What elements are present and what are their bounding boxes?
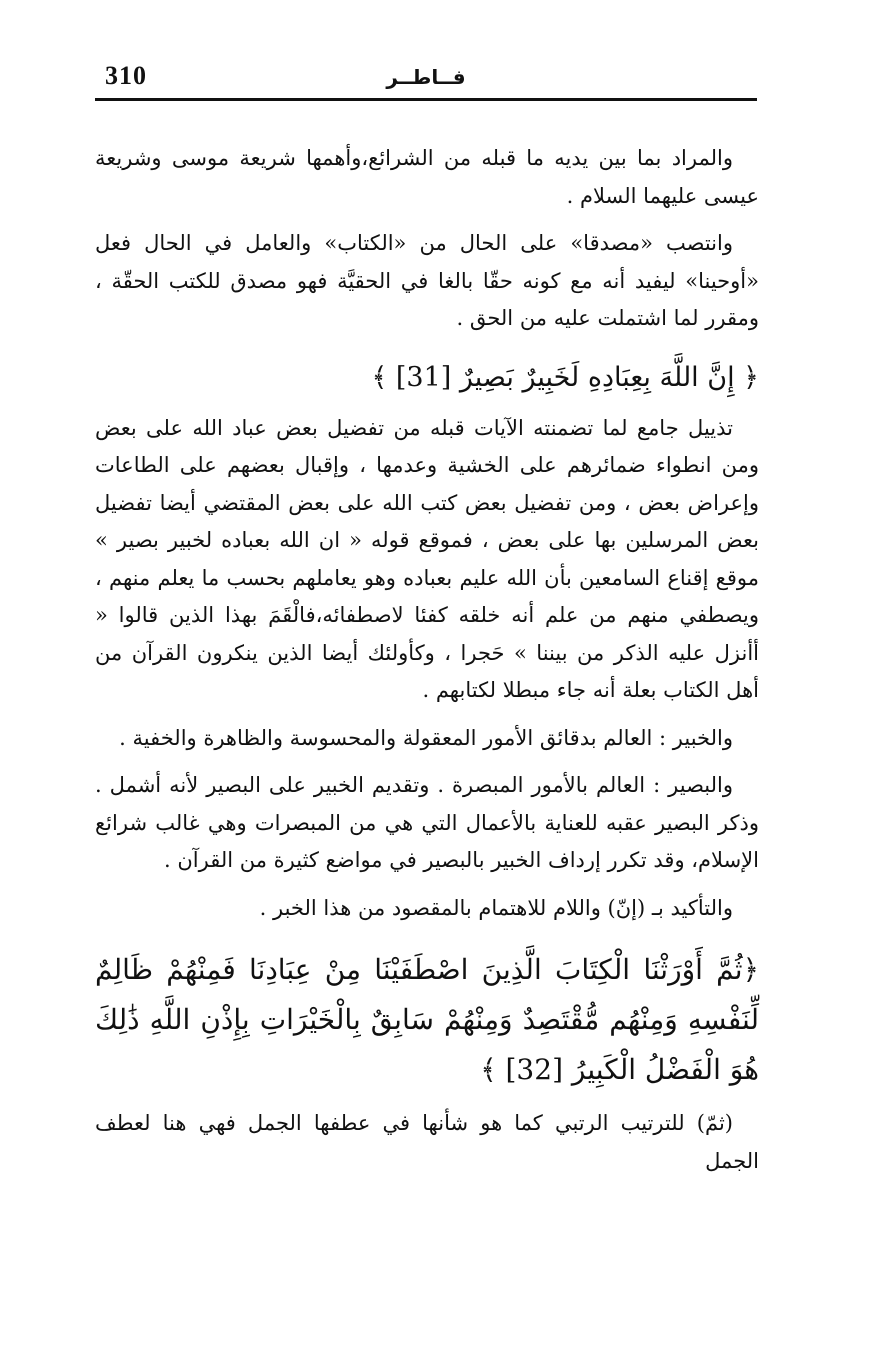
surah-title: فــاطــر (386, 65, 466, 89)
verse-32: ﴿ثُمَّ أَوْرَثْنَا الْكِتَابَ الَّذِينَ اصْطَفَيْنَا مِنْ عِبَادِنَا فَمِنْهُمْ ظَالِمٌ لِّنَفْسِهِ وَمِنْهُم مُّقْتَصِدٌ وَمِنْهُمْ سَابِقٌ بِالْخَيْرَاتِ بِإِذْنِ اللَّهِ ذَٰلِكَ هُوَ الْفَضْلُ الْكَبِيرُ [32] ﴾ (95, 953, 759, 1086)
page-header (95, 55, 757, 101)
page-body (95, 140, 759, 1180)
paragraph-musaddiq: وانتصب «مصدقا» على الحال من «الكتاب» والعامل في الحال فعل «أوحينا» ليفيد أنه مع كونه حقّا بالغا في الحقيَّة فهو مصدق للكتب الحقّة ، ومقرر لما اشتملت عليه من الحق . (95, 231, 759, 330)
paragraph-thumma: (ثمّ) للترتيب الرتبي كما هو شأنها في عطفها الجمل فهي هنا لعطف الجمل (95, 1111, 759, 1173)
paragraph-ta-kid: والتأكيد بـ (إنّ) واللام للاهتمام بالمقصود من هذا الخبر . (259, 895, 733, 920)
paragraph-tadhyil: تذييل جامع لما تضمنته الآيات قبله من تفضيل بعض عباد الله على بعض ومن انطواء ضمائرهم على الخشية وعدمها ، وإقبال بعضهم على الطاعات وإعراض بعض ، ومن تفضيل بعض كتب الله على بعض المقتضي أيضا تفضيل بعض المرسلين بها على بعض ، فموقع قوله « ان الله بعباده لخبير بصير » موقع إقناع السامعين بأن الله عليم بعباده وهو يعاملهم بحسب ما يعلم منهم ، ويصطفي منهم من علم أنه خلقه كفئا لاصطفائه،فالْقَمَ بهذا الذين قالوا « أأنزل عليه الذكر من بيننا » حَجرا ، وكأولئك أيضا الذين ينكرون القرآن من أهل الكتاب بعلة أنه جاء مبطلا لكتابهم . (95, 415, 759, 702)
header-divider (95, 98, 757, 101)
paragraph-intro: والمراد بما بين يديه ما قبله من الشرائع،وأهمها شريعة موسى وشريعة عيسى عليهما السلام . (95, 146, 759, 208)
paragraph-basir: والبصير : العالم بالأمور المبصرة . وتقديم الخبير على البصير لأنه أشمل . وذكر البصير عقبه للعناية بالأعمال التي هي من المبصرات وهي غالب شرائع الإسلام، وقد تكرر إرداف الخبير بالبصير في مواضع كثيرة من القرآن . (95, 773, 759, 872)
verse-31: ﴿ إِنَّ اللَّهَ بِعِبَادِهِ لَخَبِيرٌ بَصِيرٌ [31] ﴾ (371, 361, 759, 393)
page-number: 310 (105, 61, 147, 90)
paragraph-khabir: والخبير : العالم بدقائق الأمور المعقولة والمحسوسة والظاهرة والخفية . (119, 725, 733, 750)
